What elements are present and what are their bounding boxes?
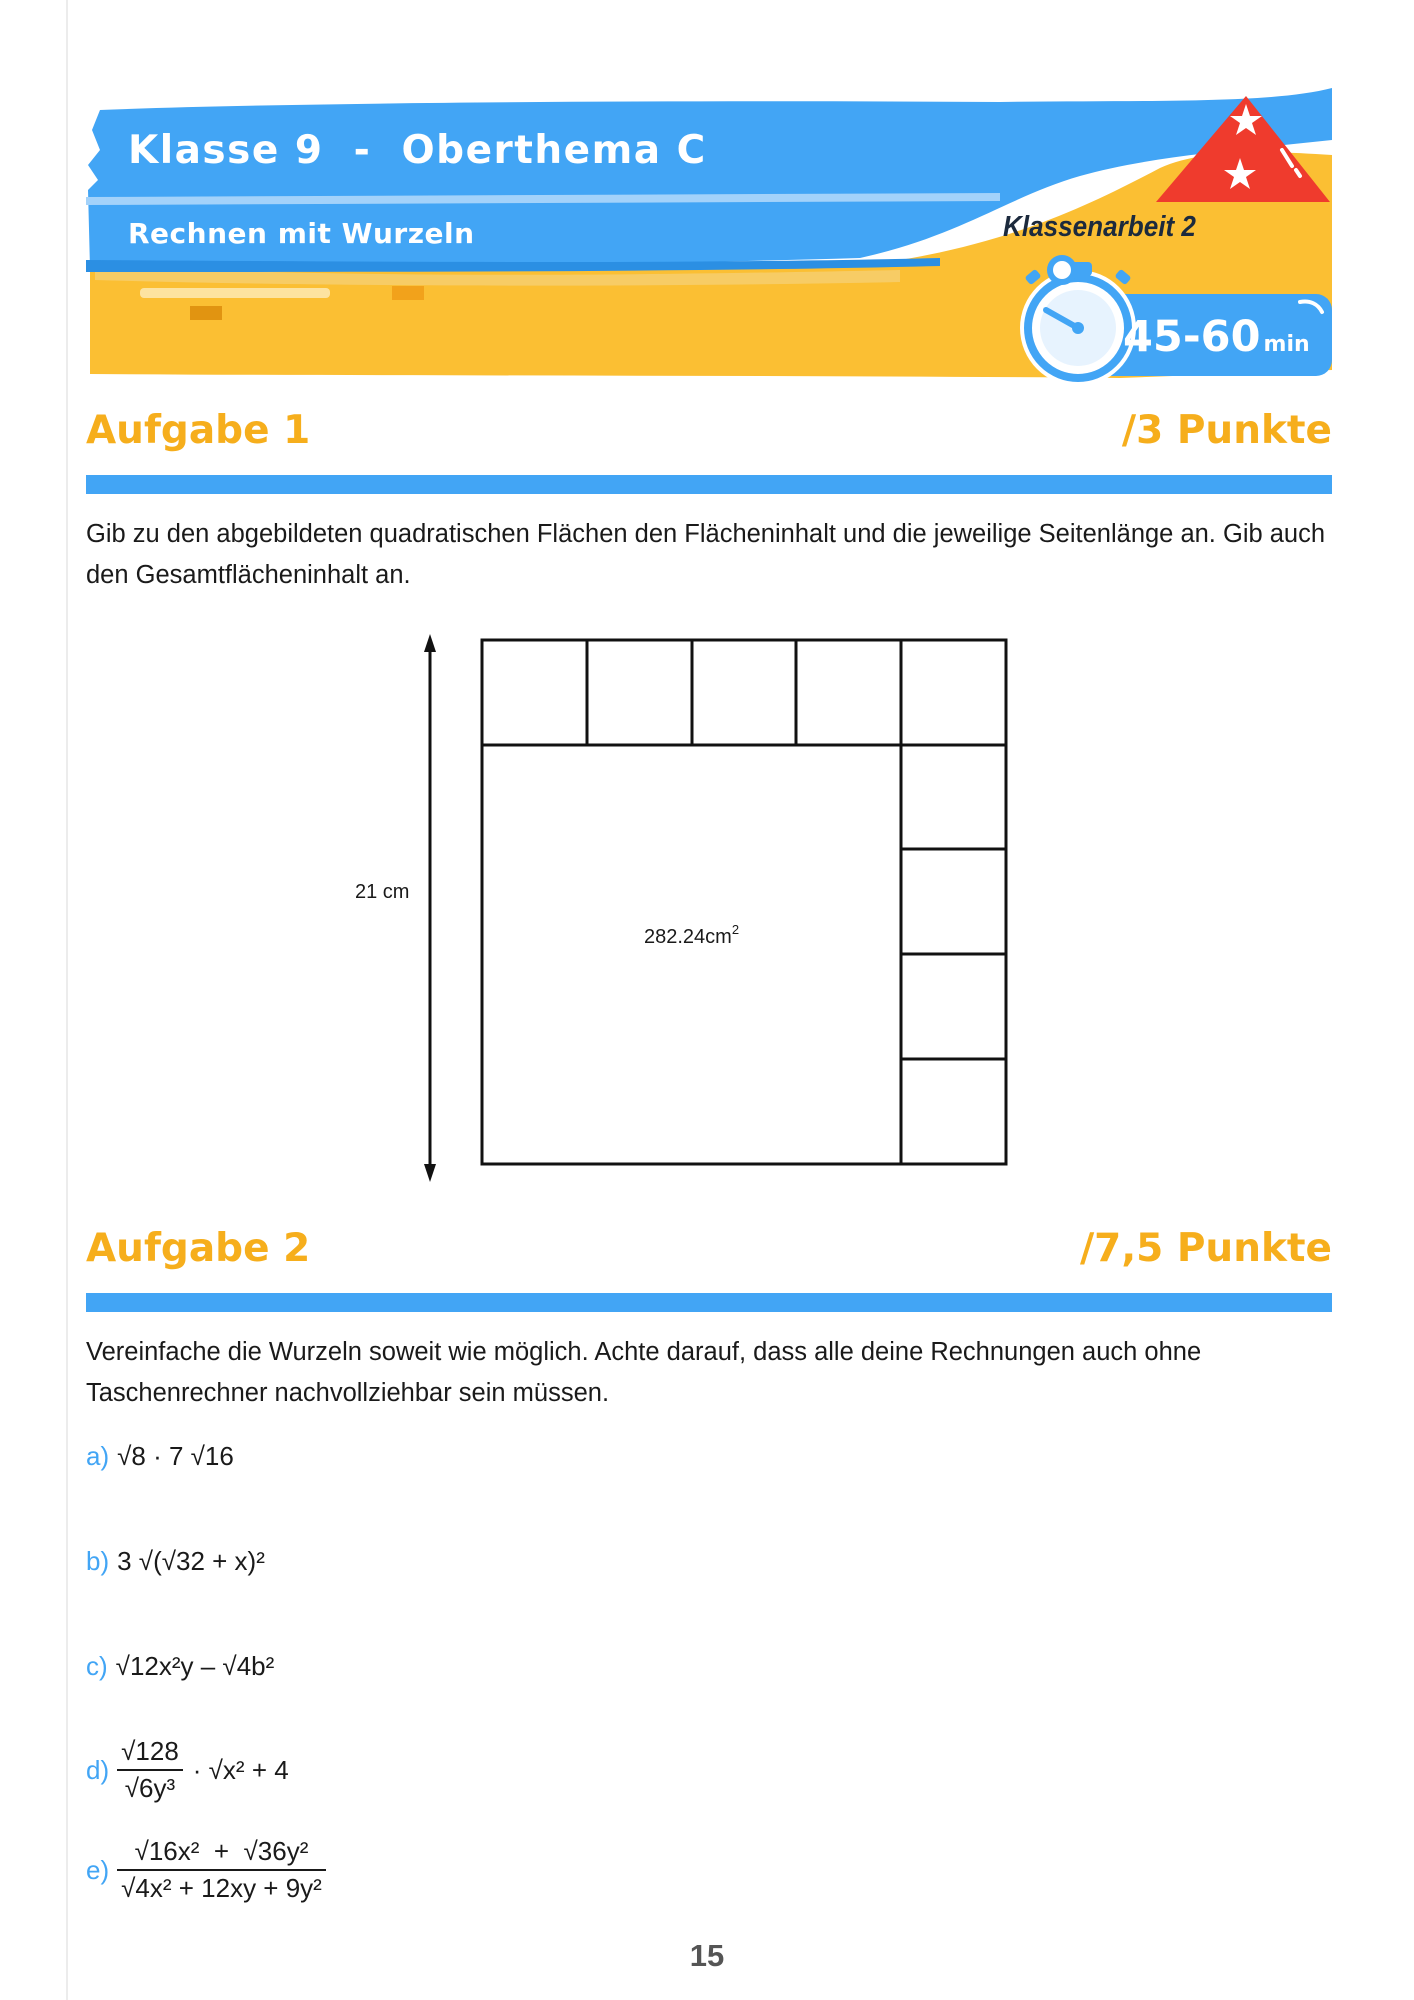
exercise-label: e) [86, 1854, 110, 1885]
task1-title: Aufgabe 1 [86, 408, 311, 453]
exercise-label: a) [86, 1441, 110, 1471]
task1-header [86, 408, 1332, 454]
squares-figure [340, 630, 1020, 1190]
task2-points: /7,5 Punkte [1079, 1226, 1332, 1271]
exercise-b [86, 1546, 265, 1577]
exam-label: Klassenarbeit 2 [1003, 211, 1196, 243]
exercise-e [86, 1836, 326, 1904]
fraction-bar [117, 1769, 183, 1771]
area-value: 282.24cm [644, 926, 732, 948]
squares-diagram [340, 630, 1020, 1190]
task2-instruction: Vereinfache die Wurzeln soweit wie möglich. Achte darauf, dass alle deine Rechnungen auch ohne Taschenrechner nachvollziehbar sein müssen. [86, 1338, 1202, 1407]
exercise-expression-rest: · √x² + 4 [192, 1754, 289, 1785]
page-number: 15 [689, 1938, 725, 1973]
exercise-d [86, 1736, 289, 1804]
header-subtitle: Rechnen mit Wurzeln [128, 217, 475, 250]
task2-title: Aufgabe 2 [86, 1226, 311, 1271]
task2-divider [86, 1293, 1332, 1312]
exercise-label: b) [86, 1546, 110, 1576]
duration-unit: min [1263, 332, 1310, 357]
area-exponent: 2 [731, 922, 740, 937]
duration-value: 45-60 [1123, 312, 1261, 362]
fraction-denominator: √4x² + 12xy + 9y² [121, 1873, 322, 1903]
duration-badge [1123, 312, 1310, 362]
fraction-bar [117, 1869, 326, 1871]
fraction-denominator: √6y³ [124, 1773, 176, 1803]
header-banner [0, 0, 1414, 400]
exercise-expression: √8 · 7 √16 [117, 1441, 234, 1471]
exercise-label: c) [86, 1651, 108, 1681]
exercise-expression: 3 √(√32 + x)² [117, 1546, 265, 1576]
exercise-c [86, 1651, 274, 1682]
fraction-numerator: √16x² + √36y² [134, 1836, 309, 1866]
task1-divider [86, 475, 1332, 494]
fraction-numerator: √128 [121, 1736, 179, 1766]
exercise-label: d) [86, 1754, 110, 1785]
area-label [644, 922, 739, 948]
header-title: Klasse 9 - Oberthema C [128, 128, 707, 173]
exercise-a [86, 1441, 234, 1472]
exercise-expression: √12x²y – √4b² [115, 1651, 275, 1681]
fraction [117, 1736, 183, 1804]
task1-points: /3 Punkte [1121, 408, 1332, 453]
task1-instruction: Gib zu den abgebildeten quadratischen Flächen den Flächeninhalt und die jeweilige Seitenlänge an. Gib auch den Gesamtflächeninhalt an. [86, 520, 1326, 589]
side-length-label: 21 cm [355, 881, 410, 903]
task2-header [86, 1226, 1332, 1272]
fraction [117, 1836, 326, 1904]
